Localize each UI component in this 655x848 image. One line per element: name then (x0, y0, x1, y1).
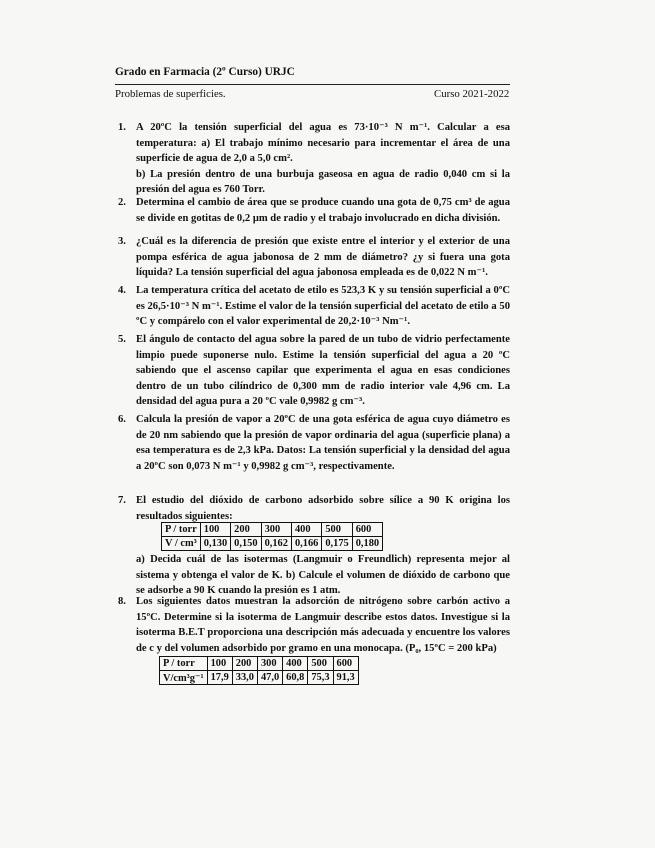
table-cell: 300 (257, 657, 282, 671)
document-title: Grado en Farmacia (2º Curso) URJC (115, 66, 295, 78)
table-cell: 500 (308, 657, 333, 671)
problem-text: Los siguientes datos muestran la adsorción de nitrógeno sobre carbón activo a 15ºC. Determine si la isoterma de Langmuir describe estos datos. Investigue si la isoterma B.E.T proporciona una descripción más adecuada y encuentre los valores de c y del volumen adsorbido por gramo en una monocapa. (P₀, 15ºC = 200 kPa) (136, 596, 510, 654)
table-cell: 100 (200, 523, 230, 537)
table-cell: 33,0 (232, 671, 257, 685)
problem-number: 1. (118, 122, 126, 133)
problem-number: 8. (118, 596, 126, 607)
n2-adsorption-table (159, 656, 359, 685)
problem-text-b: a) Decida cuál de las isotermas (Langmuir o Freundlich) representa mejor al sistema y obtenga el valor de K. b) Calcule el volumen de dióxido de carbono que se adsorbe a 90 K cuando la presión es 1 atm. (136, 554, 510, 597)
row-label: V / cm³ (162, 537, 201, 551)
table-cell: 47,0 (257, 671, 282, 685)
problem-number: 3. (118, 236, 126, 247)
problem-number: 6. (118, 414, 126, 425)
table-cell: 300 (261, 523, 291, 537)
table-cell: 60,8 (283, 671, 308, 685)
table-cell: 600 (333, 657, 358, 671)
problem-7 (118, 493, 510, 524)
table-cell: 17,9 (207, 671, 232, 685)
volume-row (162, 537, 383, 551)
problem-2 (118, 195, 510, 226)
problem-4 (118, 283, 510, 330)
pressure-row (160, 657, 359, 671)
table-cell: 0,166 (291, 537, 321, 551)
problem-8 (118, 594, 510, 656)
problem-text: Determina el cambio de área que se produce cuando una gota de 0,75 cm³ de agua se divide en gotitas de 0,2 μm de radio y el trabajo involucrado en dicha división. (136, 197, 510, 224)
problem-text: Calcula la presión de vapor a 20ºC de una gota esférica de agua cuyo diámetro es de 20 nm sabiendo que la presión de vapor ordinaria del agua (superficie plana) a esa temperatura es de 2,3 kPa. Datos: La tensión superficial y la densidad del agua a 20ºC son 0,073 N m⁻¹ y 0,9982 g cm⁻³, respectivamente. (136, 414, 510, 472)
table-cell: 200 (232, 657, 257, 671)
problem-text: La temperatura crítica del acetato de etilo es 523,3 K y su tensión superficial a 0ºC es 26,5·10⁻³ N m⁻¹. Estime el valor de la tensión superficial del acetato de etilo a 50 ºC y compárelo con el valor experimental de 20,2·10⁻³ Nm⁻¹. (136, 285, 510, 328)
problem-7-questions (118, 552, 510, 599)
header-divider (115, 84, 510, 85)
table-cell: 0,150 (231, 537, 261, 551)
table-cell: 0,175 (322, 537, 352, 551)
table-cell: 400 (291, 523, 321, 537)
table-cell: 75,3 (308, 671, 333, 685)
table-cell: 600 (352, 523, 382, 537)
table-cell: 400 (283, 657, 308, 671)
problem-number: 2. (118, 197, 126, 208)
table-cell: 0,130 (200, 537, 230, 551)
problem-number: 7. (118, 495, 126, 506)
problem-text-b: b) La presión dentro de una burbuja gaseosa en agua de radio 0,040 cm si la presión del agua es 760 Torr. (136, 168, 510, 196)
table-cell: 91,3 (333, 671, 358, 685)
table-cell: 200 (231, 523, 261, 537)
pressure-row (162, 523, 383, 537)
problem-text: El estudio del dióxido de carbono adsorbido sobre sílice a 90 K origina los resultados siguientes: (136, 495, 510, 522)
course-year: Curso 2021-2022 (434, 88, 510, 100)
problem-6 (118, 412, 510, 474)
problem-text: ¿Cuál es la diferencia de presión que existe entre el interior y el exterior de una pompa esférica de agua jabonosa de 2 mm de diámetro? ¿y si fuera una gota líquida? La tensión superficial del agua jabonosa empleada es de 0,022 N m⁻¹. (136, 236, 510, 279)
document-subtitle: Problemas de superficies. (115, 88, 226, 100)
table-cell: 0,180 (352, 537, 382, 551)
table-cell: 500 (322, 523, 352, 537)
problem-number: 4. (118, 285, 126, 296)
table-cell: 100 (207, 657, 232, 671)
table-cell: 0,162 (261, 537, 291, 551)
row-label: P / torr (160, 657, 208, 671)
row-label: V/cm³g⁻¹ (160, 671, 208, 685)
problem-5 (118, 332, 510, 410)
volume-row (160, 671, 359, 685)
co2-adsorption-table (161, 522, 383, 551)
problem-number: 5. (118, 334, 126, 345)
problem-1 (118, 120, 510, 198)
problem-text: A 20ºC la tensión superficial del agua es 73·10⁻³ N m⁻¹. Calcular a esa temperatura: a) El trabajo mínimo necesario para incrementar el área de una superficie de agua de 2,0 a 5,0 cm². (136, 122, 510, 165)
problem-3 (118, 234, 510, 281)
problem-text: El ángulo de contacto del agua sobre la pared de un tubo de vidrio perfectamente limpio puede suponerse nulo. Estime la tensión superficial del agua a 20 ºC sabiendo que el ascenso capilar que experimenta el agua en esas condiciones dentro de un tubo cilíndrico de 0,300 mm de radio interior vale 4,96 cm. La densidad del agua pura a 20 ºC vale 0,9982 g cm⁻³. (136, 334, 510, 408)
row-label: P / torr (162, 523, 201, 537)
